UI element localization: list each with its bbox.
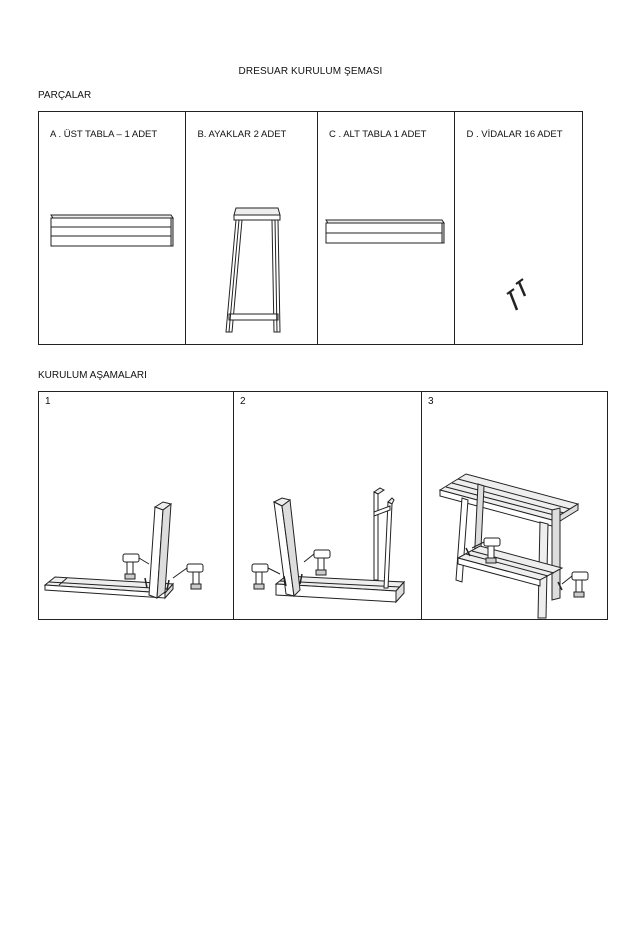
- assembly-heading: KURULUM AŞAMALARI: [38, 370, 147, 381]
- legs-illustration: [186, 112, 318, 344]
- page-title: DRESUAR KURULUM ŞEMASI: [238, 66, 383, 77]
- parts-table: [38, 111, 583, 345]
- part-b-cell: [186, 112, 318, 344]
- step-1-number: 1: [45, 396, 51, 407]
- screws-illustration: [455, 112, 582, 344]
- step-3-illustration: [422, 392, 607, 619]
- part-c-label: C . ALT TABLA 1 ADET: [328, 129, 427, 140]
- top-board-illustration: [39, 112, 187, 344]
- parts-heading: PARÇALAR: [38, 90, 92, 101]
- part-a-cell: [39, 112, 186, 344]
- part-b-label: B. AYAKLAR 2 ADET: [197, 129, 287, 140]
- part-a-label: A . ÜST TABLA – 1 ADET: [50, 129, 158, 140]
- part-d-cell: [455, 112, 582, 344]
- step-1-cell: [39, 392, 234, 619]
- bottom-board-illustration: [318, 112, 456, 344]
- step-2-number: 2: [240, 396, 246, 407]
- assembly-steps-table: [38, 391, 608, 620]
- step-1-illustration: [39, 392, 234, 619]
- part-c-cell: [318, 112, 456, 344]
- part-d-label: D . VİDALAR 16 ADET: [466, 129, 563, 140]
- step-3-number: 3: [428, 396, 434, 407]
- step-2-illustration: [234, 392, 422, 619]
- step-3-cell: [422, 392, 607, 619]
- step-2-cell: [234, 392, 422, 619]
